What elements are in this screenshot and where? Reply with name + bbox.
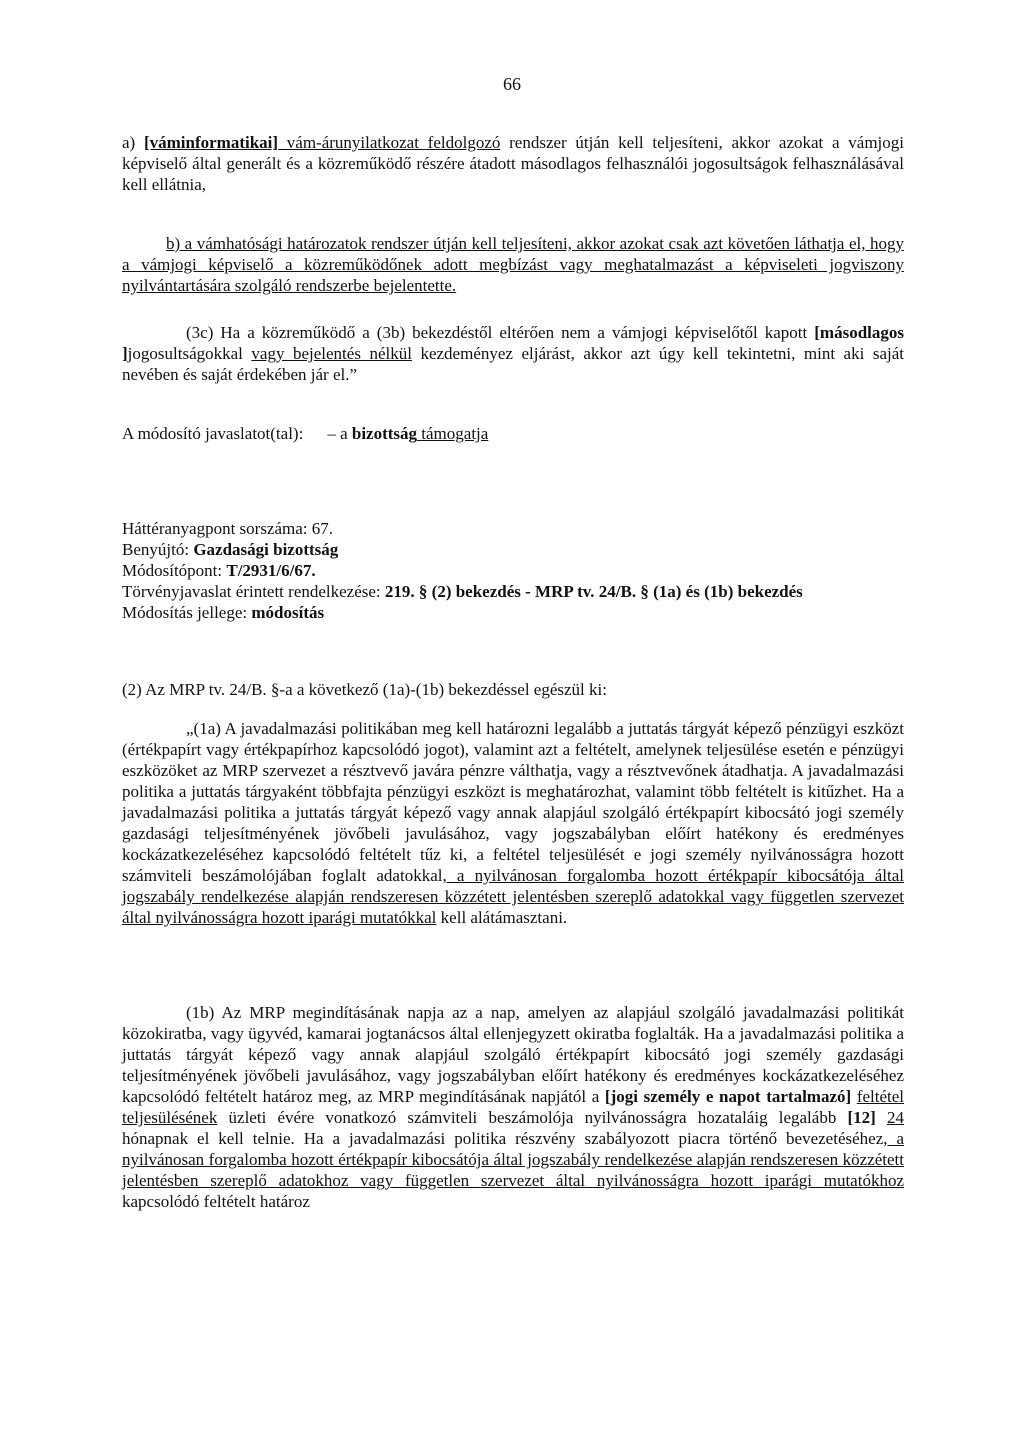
submitter-value: Gazdasági bizottság (193, 540, 339, 559)
amendment-meta (122, 518, 904, 623)
paragraph-b: b) a vámhatósági határozatok rendszer útján kell teljesíteni, akkor azokat csak azt követően láthatja el, hogy a vámjogi képviselő a közreműködőnek adott megbízást vagy meghatalmazást a képviseleti jogviszony nyilvántartására szolgáló rendszerbe bejelentette. (122, 234, 904, 295)
paragraph-2: (2) Az MRP tv. 24/B. §-a a következő (1a)-(1b) bekezdéssel egészül ki: (122, 680, 607, 699)
para-1b-text-6: kapcsolódó feltételt határoz (122, 1192, 310, 1211)
para-3c-text-3: kezdeményez eljárást, akkor azt úgy kell tekintetni, mint aki saját nevében és saját érdekében jár el.” (122, 344, 904, 384)
para-1b-text-1: (1b) Az MRP megindításának napja az a nap, amelyen az alapjául szolgáló javadalmazási politikát közokiratba, vagy ügyvéd, kamarai jogtanácsos által ellenjegyzett okiratba foglalták. Ha a javadalmazási politika a juttatás tárgyát képező vagy annak alapjául szolgáló értékpapírt kibocsátó jogi személy gazdasági teljesítményének jövőbeli javulásához, vagy jogszabályban előírt hatékony és eredményes kockázatkezeléséhez kapcsolódó feltételt határoz meg, az MRP megindításának napjától a (122, 1003, 904, 1106)
proposer-support: támogatja (417, 424, 489, 443)
page-number: 66 (503, 74, 521, 94)
background-number: Háttéranyagpont sorszáma: 67. (122, 519, 334, 538)
proposer-line (122, 424, 488, 444)
para-a-inserted: vám-árunyilatkozat feldolgozó (278, 133, 501, 152)
para-1b-deleted-1: [jogi személy e napot tartalmazó] (604, 1087, 852, 1106)
paragraph-1b (122, 1002, 904, 1212)
proposer-label: A módosító javaslatot(tal): (122, 424, 304, 443)
provision-line (122, 581, 904, 602)
nature-value: módosítás (251, 603, 325, 622)
para-3c-inserted: vagy bejelentés nélkül (251, 344, 412, 363)
para-1b-inserted-1: feltétel teljesülésének (122, 1087, 905, 1127)
para-3c-text-2: jogosultságokkal (127, 344, 252, 363)
submitter-line (122, 539, 904, 560)
para-3c-text-1: (3c) Ha a közreműködő a (3b) bekezdéstől eltérően nem a vámjogi képviselőtől kapott (186, 323, 815, 342)
submitter-label: Benyújtó: (122, 540, 194, 559)
para-1a-text-2: kell alátámasztani. (436, 908, 568, 927)
para-1b-text-4 (876, 1108, 887, 1127)
proposer-dash: – a (327, 424, 352, 443)
provision-value: 219. § (2) bekezdés - MRP tv. 24/B. § (1a) és (1b) bekezdés (384, 582, 803, 601)
amendment-line (122, 560, 904, 581)
provision-label: Törvényjavaslat érintett rendelkezése: (122, 582, 385, 601)
paragraph-1a (122, 718, 904, 928)
para-a-rest: rendszer útján kell teljesíteni, akkor azokat a vámjogi képviselő által generált és a közreműködő részére átadott másodlagos felhasználói jogosultságok felhasználásával kell ellátnia, (122, 133, 904, 194)
nature-label: Módosítás jellege: (122, 603, 252, 622)
amendment-value: T/2931/6/67. (226, 561, 316, 580)
para-1b-inserted-3: , a nyilvánosan forgalomba hozott értékpapír kibocsátója által jogszabály rendelkezése alapján rendszeresen közzétett jelentésben szereplő adatokhoz vagy független szervezet által nyilvánosságra hozott iparági mutatókhoz (122, 1129, 905, 1190)
nature-line (122, 602, 904, 623)
para-a-prefix: a) (122, 133, 144, 152)
para-1a-inserted: , a nyilvánosan forgalomba hozott értékpapír kibocsátója által jogszabály rendelkezése alapján rendszeresen közzétett jelentésben szereplő adatokkal vagy független szervezet által nyilvánosságra hozott iparági mutatókkal (122, 866, 904, 927)
proposer-committee: bizottság (351, 424, 418, 443)
para-3c-deleted: [másodlagos ] (122, 323, 904, 363)
paragraph-a (122, 132, 904, 195)
para-1a-text-1: „(1a) A javadalmazási politikában meg kell határozni legalább a juttatás tárgyát képező pénzügyi eszközt (értékpapírt vagy értékpapírhoz kapcsolódó jogot), valamint azt a feltételt, amelynek teljesülése esetén e pénzügyi eszközöket az MRP szervezet a résztvevő javára pénzre válthatja, vagy a résztvevőnek átadhatja. A javadalmazási politika a juttatás tárgyaként többfajta pénzügyi eszközt is meghatározhat, valamint több feltételt is kitűzhet. Ha a javadalmazási politika a juttatás tárgyát képező vagy annak alapjául szolgáló értékpapírt kibocsátó jogi személy gazdasági teljesítményének jövőbeli javulásához, vagy jogszabályban előírt hatékony és eredményes kockázatkezeléséhez kapcsolódó feltételt tűz ki, a feltétel teljesülését e jogi személy nyilvánosságra hozott számviteli beszámolójában foglalt adatokkal (122, 719, 904, 885)
amendment-label: Módosítópont: (122, 561, 227, 580)
para-1b-text-5: hónapnak el kell telnie. Ha a javadalmazási politika részvény szabályozott piacra történő bevezetéséhez (122, 1129, 884, 1148)
para-1b-inserted-2: 24 (887, 1108, 904, 1127)
para-a-deleted: [váminformatikai] (143, 133, 279, 152)
paragraph-3c (122, 322, 904, 385)
para-1b-text-3: üzleti évére vonatkozó számviteli beszámolója nyilvánosságra hozataláig legalább (217, 1108, 848, 1127)
para-1b-deleted-2: [12] (847, 1108, 876, 1127)
